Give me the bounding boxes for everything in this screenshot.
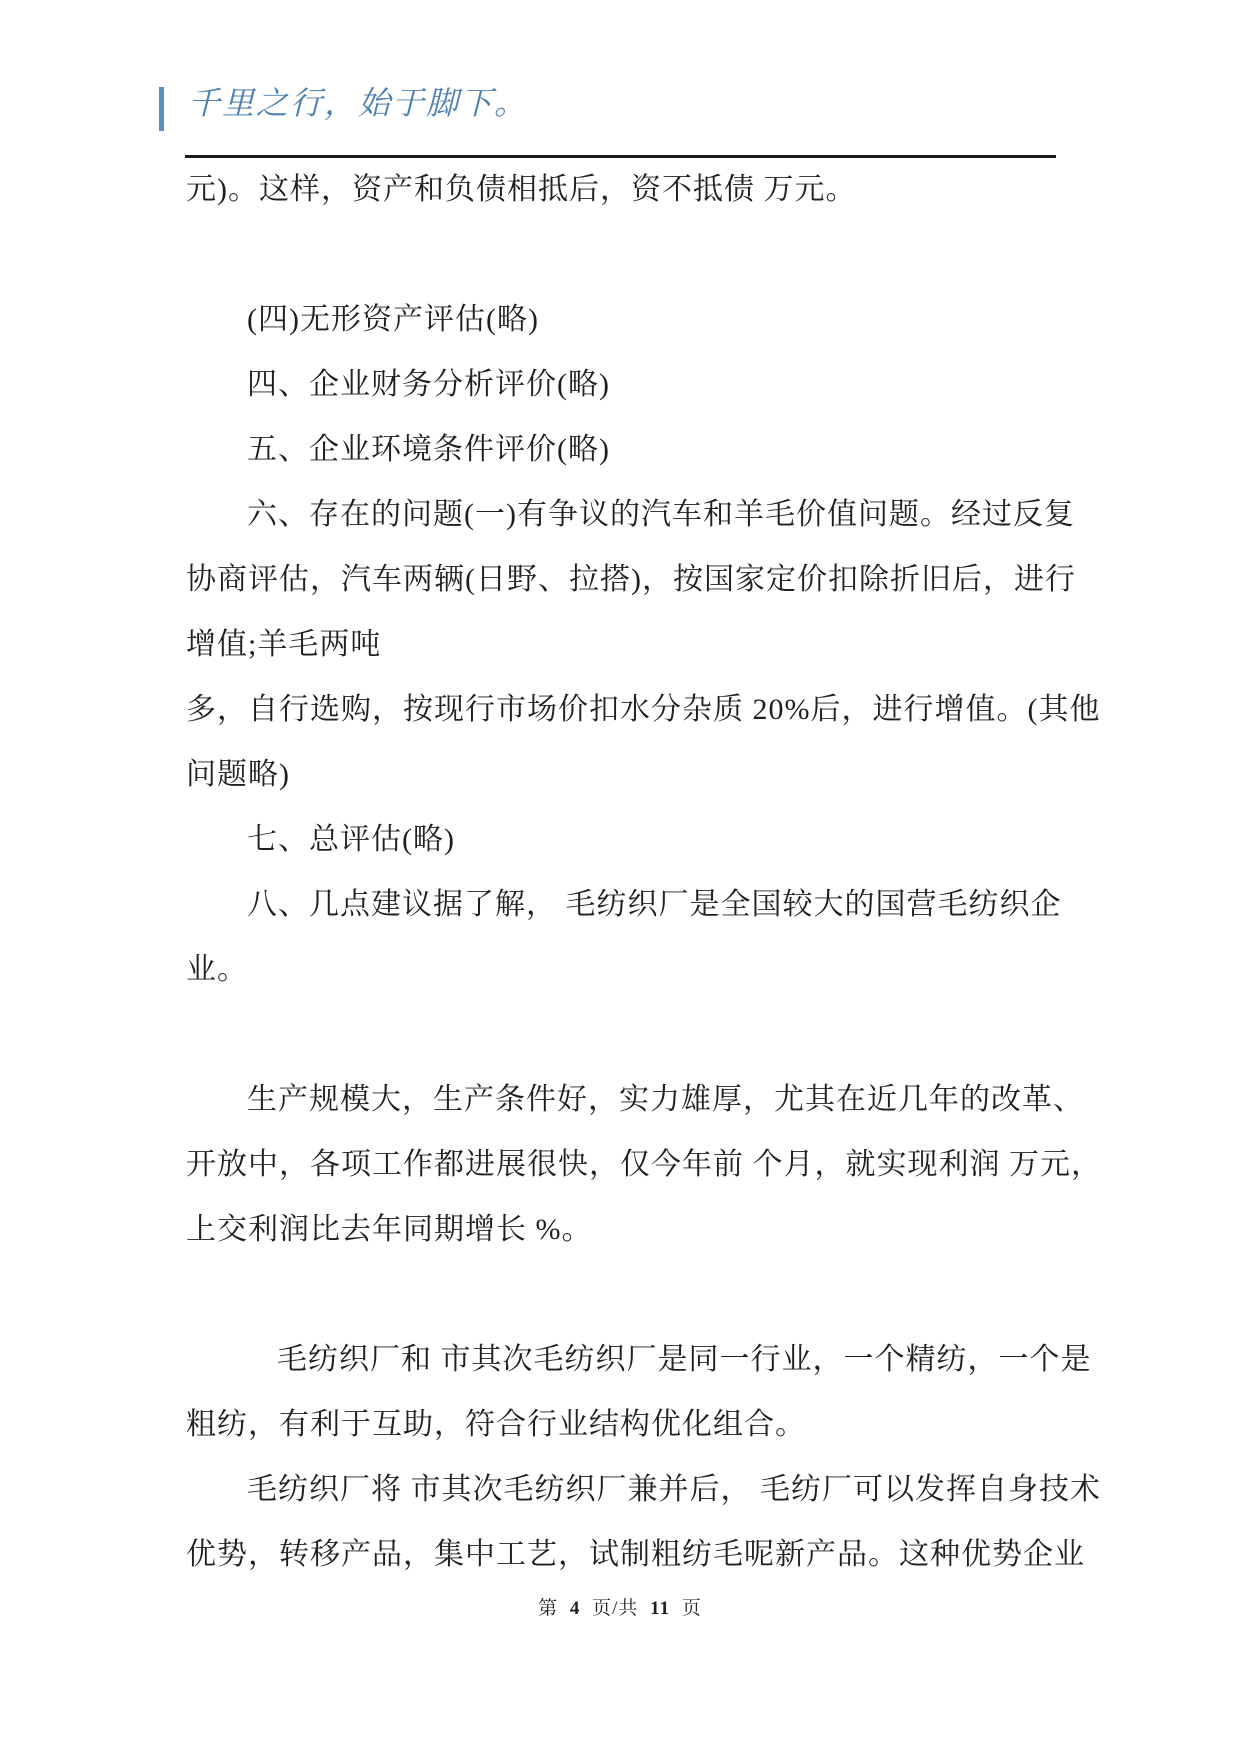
footer-suffix: 页 bbox=[681, 1598, 702, 1619]
body-line: 七、总评估(略) bbox=[247, 823, 455, 856]
footer-current-page: 4 bbox=[569, 1598, 581, 1619]
page-footer bbox=[0, 1593, 1240, 1620]
body-line: 毛纺织厂将 市其次毛纺织厂兼并后， 毛纺厂可以发挥自身技术 bbox=[247, 1473, 1101, 1506]
body-line: 开放中，各项工作都进展很快，仅今年前 个月，就实现利润 万元， bbox=[186, 1148, 1102, 1181]
blank-line bbox=[186, 222, 1066, 287]
footer-prefix: 第 bbox=[538, 1598, 559, 1619]
footer-total-pages: 11 bbox=[650, 1598, 671, 1619]
body-line: 六、存在的问题(一)有争议的汽车和羊毛价值问题。经过反复 bbox=[247, 498, 1075, 531]
body-line: 八、几点建议据了解， 毛纺织厂是全国较大的国营毛纺织企 bbox=[247, 888, 1062, 921]
body-line: 协商评估，汽车两辆(日野、拉搭)，按国家定价扣除折旧后，进行 bbox=[186, 563, 1076, 596]
body-line: 上交利润比去年同期增长 %。 bbox=[186, 1213, 593, 1246]
document-body bbox=[186, 157, 1102, 1587]
body-line: 五、企业环境条件评价(略) bbox=[247, 433, 610, 466]
body-line: 增值;羊毛两吨 bbox=[186, 628, 382, 661]
body-line: 毛纺织厂和 市其次毛纺织厂是同一行业，一个精纺，一个是 bbox=[277, 1343, 1092, 1376]
body-line: 优势，转移产品，集中工艺，试制粗纺毛呢新产品。这种优势企业 bbox=[186, 1538, 1085, 1571]
footer-separator: 页/共 bbox=[592, 1598, 639, 1619]
header-motto: 千里之行，始于脚下。 bbox=[188, 85, 529, 121]
blank-line bbox=[186, 1262, 1066, 1327]
blank-line bbox=[186, 1002, 1066, 1067]
body-line: 多，自行选购，按现行市场价扣水分杂质 20%后，进行增值。(其他 bbox=[186, 693, 1101, 726]
body-line: 四、企业财务分析评价(略) bbox=[247, 368, 610, 401]
body-line: 问题略) bbox=[186, 758, 290, 791]
header-accent-bar bbox=[159, 87, 164, 131]
body-line: 元)。这样，资产和负债相抵后，资不抵债 万元。 bbox=[186, 173, 857, 206]
body-line: (四)无形资产评估(略) bbox=[247, 303, 539, 336]
body-line: 生产规模大，生产条件好，实力雄厚，尤其在近几年的改革、 bbox=[247, 1083, 1084, 1116]
body-line: 粗纺，有利于互助，符合行业结构优化组合。 bbox=[186, 1408, 806, 1441]
body-line: 业。 bbox=[186, 953, 248, 986]
